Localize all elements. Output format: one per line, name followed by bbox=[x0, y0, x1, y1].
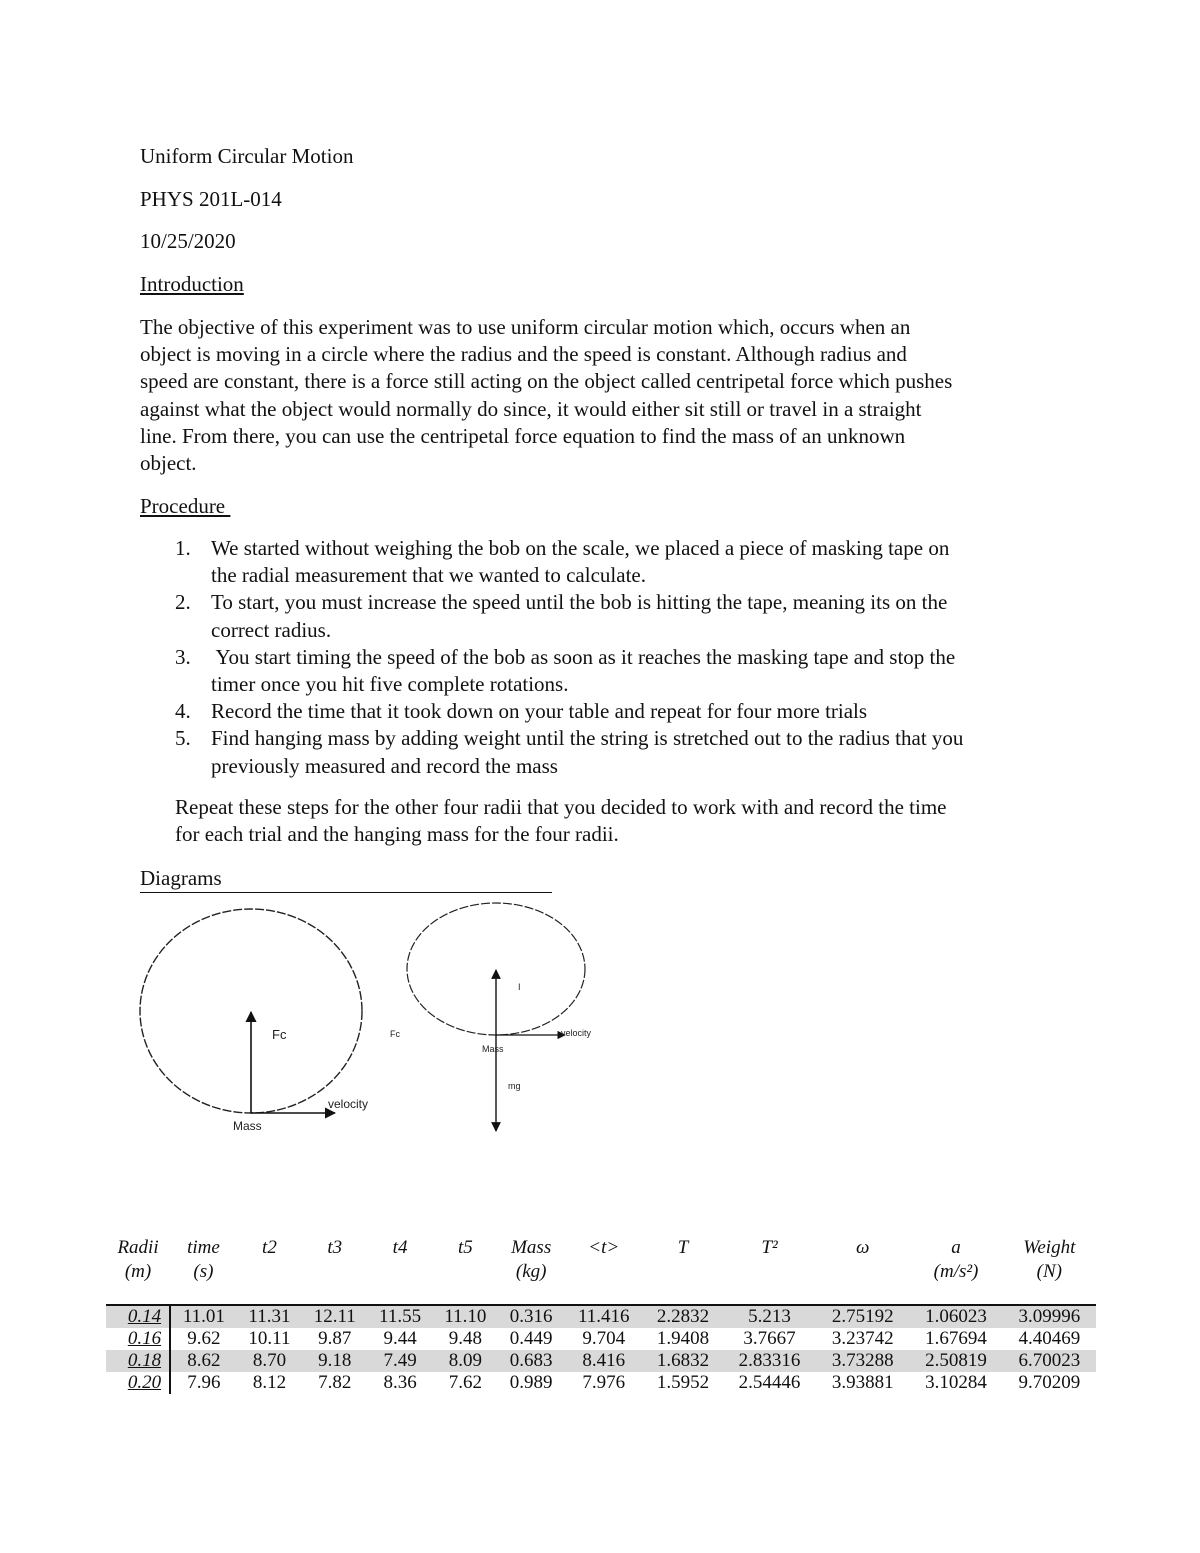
intro-line: The objective of this experiment was to use uniform circular motion which, occurs when an bbox=[140, 315, 911, 339]
left-force-label: Fc bbox=[272, 1027, 287, 1042]
column-header: Mass (kg) bbox=[511, 1237, 552, 1282]
step-line: previously measured and record the mass bbox=[211, 753, 558, 778]
column-header: time (s) bbox=[187, 1237, 220, 1282]
step-line: correct radius. bbox=[211, 617, 332, 642]
step-line: Find hanging mass by adding weight until the string is stretched out to the radius that you bbox=[211, 726, 964, 751]
step-number: 2. bbox=[175, 590, 191, 615]
right-tension-label: I bbox=[518, 982, 521, 992]
table-cell: 1.5952 bbox=[656, 1372, 710, 1393]
column-header: T² bbox=[761, 1237, 778, 1258]
table-cell: 1.06023 bbox=[909, 1305, 1002, 1328]
table-cell: 8.70 bbox=[237, 1350, 302, 1372]
table-cell: 9.704 bbox=[582, 1328, 626, 1349]
table-cell: 7.96 bbox=[187, 1372, 221, 1393]
table-row bbox=[106, 1328, 1096, 1350]
right-gravity-label: mg bbox=[508, 1081, 521, 1091]
step-line: We started without weighing the bob on the scale, we placed a piece of masking tape on bbox=[211, 536, 950, 560]
diagrams-heading: Diagrams bbox=[140, 865, 552, 893]
table-cell: 1.9408 bbox=[656, 1328, 710, 1349]
table-cell: 7.62 bbox=[448, 1372, 482, 1393]
document-title: Uniform Circular Motion bbox=[140, 144, 354, 168]
table-cell: 2.50819 bbox=[909, 1350, 1002, 1372]
column-header: a (m/s²) bbox=[933, 1237, 979, 1282]
table-cell: 3.09996 bbox=[1003, 1305, 1096, 1328]
table-cell: 1.6832 bbox=[643, 1350, 723, 1372]
radius-cell: 0.16 bbox=[106, 1328, 170, 1350]
right-velocity-label: velocity bbox=[561, 1028, 592, 1038]
table-cell: 9.87 bbox=[318, 1328, 352, 1349]
table-cell: 8.09 bbox=[433, 1350, 498, 1372]
course-code: PHYS 201L-014 bbox=[140, 187, 282, 211]
table-cell: 9.70209 bbox=[1018, 1372, 1081, 1393]
intro-line: object. bbox=[140, 451, 197, 476]
repeat-line: for each trial and the hanging mass for the four radii. bbox=[175, 822, 619, 847]
column-header: t2 bbox=[262, 1237, 277, 1258]
step-line: To start, you must increase the speed until the bob is hitting the tape, meaning its on the bbox=[211, 590, 948, 615]
table-cell: 7.49 bbox=[367, 1350, 432, 1372]
column-header: t5 bbox=[457, 1237, 473, 1258]
table-cell: 8.12 bbox=[252, 1372, 287, 1393]
table-cell: 2.83316 bbox=[723, 1350, 816, 1372]
table-cell: 7.976 bbox=[582, 1372, 626, 1393]
column-header: Weight (N) bbox=[1023, 1237, 1076, 1282]
table-header-row bbox=[106, 1236, 1096, 1305]
table-row bbox=[106, 1372, 1096, 1394]
table-cell: 3.23742 bbox=[831, 1328, 894, 1349]
radius-cell: 0.14 bbox=[106, 1305, 170, 1328]
table-cell: 12.11 bbox=[302, 1305, 367, 1328]
procedure-heading: Procedure bbox=[140, 494, 231, 518]
table-cell: 3.73288 bbox=[816, 1350, 909, 1372]
left-velocity-label: velocity bbox=[328, 1097, 369, 1111]
table-row bbox=[106, 1305, 1096, 1328]
table-cell: 11.416 bbox=[564, 1305, 643, 1328]
table-cell: 2.54446 bbox=[738, 1372, 801, 1393]
intro-line: against what the object would normally do since, it would either sit still or travel in a straight bbox=[140, 396, 922, 421]
step-line: Record the time that it took down on your table and repeat for four more trials bbox=[211, 699, 868, 724]
table-cell: 10.11 bbox=[248, 1328, 291, 1349]
step-line: timer once you hit five complete rotations. bbox=[211, 672, 569, 697]
table-cell: 2.75192 bbox=[816, 1305, 909, 1328]
table-cell: 0.316 bbox=[498, 1305, 564, 1328]
table-cell: 11.31 bbox=[237, 1305, 302, 1328]
table-cell: 11.10 bbox=[433, 1305, 498, 1328]
introduction-heading: Introduction bbox=[140, 272, 244, 296]
table-cell: 5.213 bbox=[723, 1305, 816, 1328]
table-cell: 3.93881 bbox=[831, 1372, 894, 1393]
right-force-label: Fc bbox=[390, 1029, 400, 1039]
left-mass-label: Mass bbox=[233, 1119, 262, 1133]
table-cell: 0.683 bbox=[498, 1350, 564, 1372]
intro-line: object is moving in a circle where the radius and the speed is constant. Although radius and bbox=[140, 342, 907, 367]
document-date: 10/25/2020 bbox=[140, 229, 236, 253]
step-line: You start timing the speed of the bob as soon as it reaches the masking tape and stop the bbox=[211, 644, 956, 669]
table-cell: 0.449 bbox=[509, 1328, 553, 1349]
data-table bbox=[106, 1236, 1096, 1394]
table-cell: 7.82 bbox=[318, 1372, 352, 1393]
column-header: t4 bbox=[392, 1237, 408, 1258]
table-cell: 0.989 bbox=[509, 1372, 553, 1393]
table-cell: 9.62 bbox=[187, 1328, 221, 1349]
table-cell: 6.70023 bbox=[1003, 1350, 1096, 1372]
table-cell: 3.10284 bbox=[925, 1372, 987, 1393]
column-header: t3 bbox=[327, 1237, 343, 1258]
radius-cell: 0.18 bbox=[106, 1350, 170, 1372]
table-cell: 9.18 bbox=[302, 1350, 367, 1372]
column-header: ω bbox=[856, 1237, 870, 1258]
table-cell: 4.40469 bbox=[1018, 1328, 1081, 1349]
table-cell: 9.48 bbox=[448, 1328, 482, 1349]
radius-cell: 0.20 bbox=[106, 1372, 170, 1394]
step-number: 4. bbox=[175, 699, 191, 724]
table-cell: 9.44 bbox=[383, 1328, 417, 1349]
column-header: T bbox=[677, 1237, 689, 1258]
table-cell: 3.7667 bbox=[743, 1328, 796, 1349]
column-header: Radii (m) bbox=[117, 1237, 159, 1282]
table-cell: 2.2832 bbox=[643, 1305, 723, 1328]
table-cell: 8.36 bbox=[383, 1372, 417, 1393]
step-number: 1. bbox=[175, 536, 191, 560]
table-cell: 8.416 bbox=[564, 1350, 643, 1372]
repeat-line: Repeat these steps for the other four radii that you decided to work with and record the time bbox=[175, 795, 947, 819]
table-row bbox=[106, 1350, 1096, 1372]
table-cell: 1.67694 bbox=[925, 1328, 987, 1349]
table-cell: 11.01 bbox=[170, 1305, 237, 1328]
intro-line: speed are constant, there is a force still acting on the object called centripetal force which pushes bbox=[140, 369, 953, 394]
table-cell: 8.62 bbox=[170, 1350, 237, 1372]
table-cell: 11.55 bbox=[367, 1305, 432, 1328]
step-number: 5. bbox=[175, 726, 191, 751]
right-mass-label: Mass bbox=[482, 1044, 504, 1054]
intro-line: line. From there, you can use the centripetal force equation to find the mass of an unknown bbox=[140, 423, 906, 448]
column-header: <t> bbox=[588, 1237, 620, 1258]
step-line: the radial measurement that we wanted to calculate. bbox=[211, 563, 646, 588]
step-number: 3. bbox=[175, 644, 191, 669]
